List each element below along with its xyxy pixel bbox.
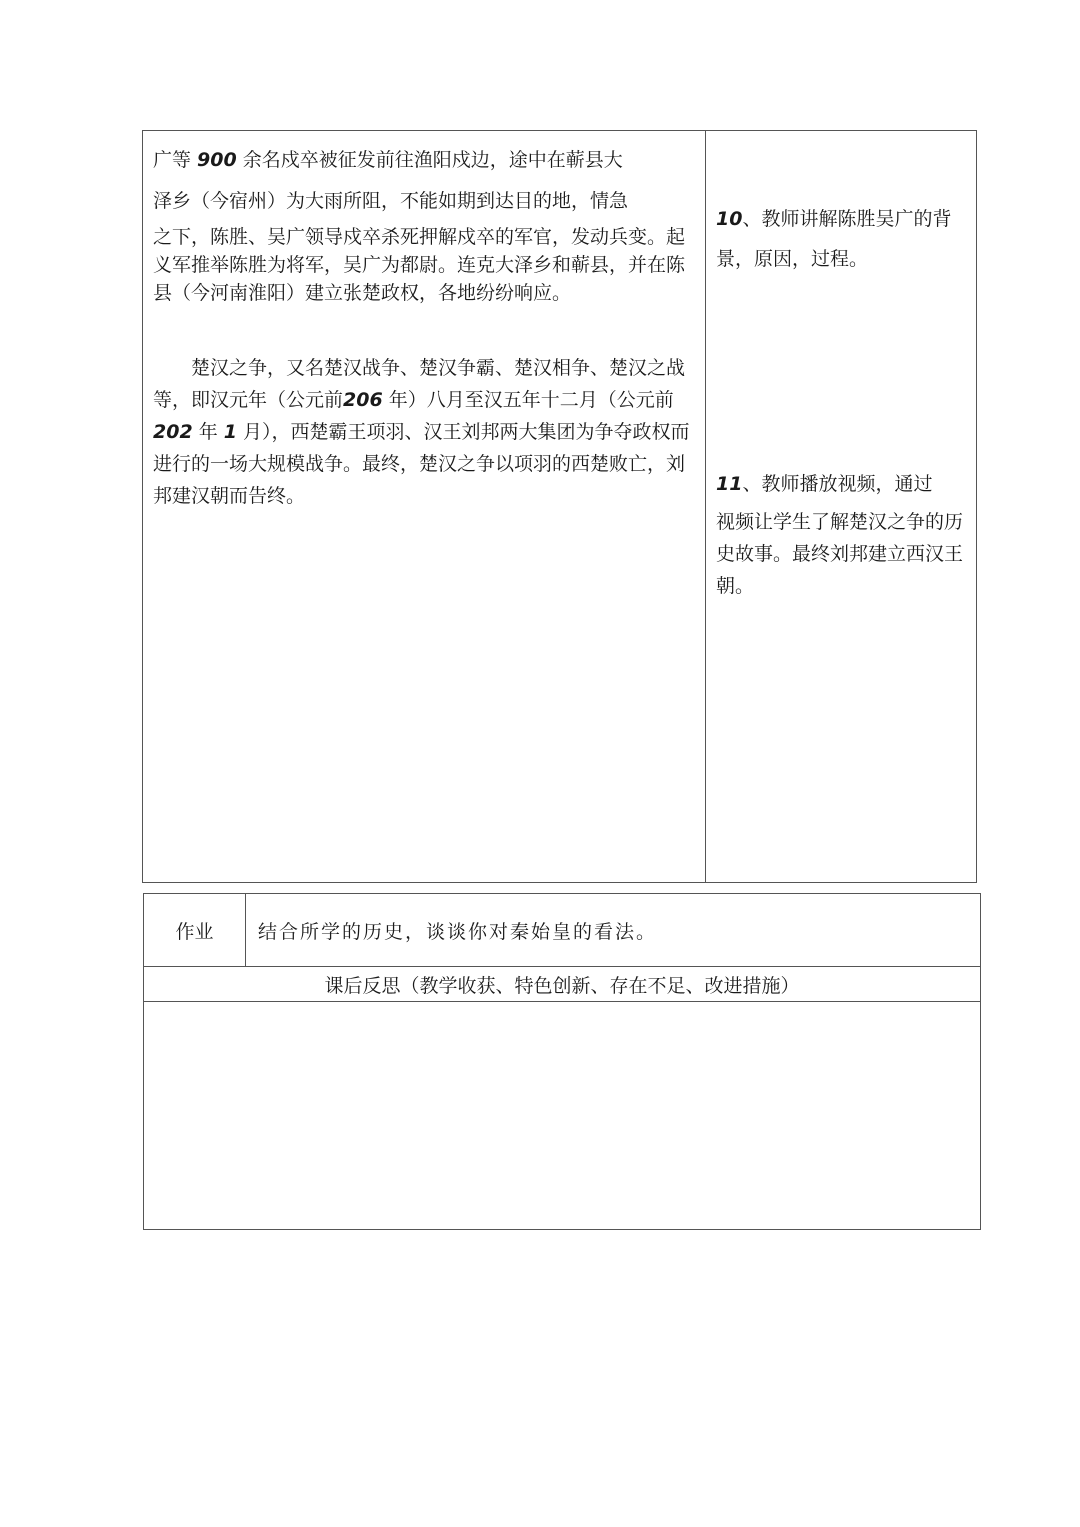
homework-label: 作业	[144, 894, 246, 966]
text-run: 楚汉之争，又名楚汉战争、楚汉争霸、楚汉相争、楚汉之战等，即汉元年（公元前	[153, 357, 686, 411]
teacher-note-10	[716, 199, 968, 279]
teacher-note-11	[716, 462, 968, 602]
number-1: 1	[223, 421, 237, 443]
lesson-table	[142, 130, 977, 883]
homework-row	[144, 894, 980, 967]
number-900: 900	[197, 149, 237, 171]
text-block: 之下，陈胜、吴广领导戍卒杀死押解戍卒的军官，发动兵变。起义军推举陈胜为将军，吴广为都尉。连克大泽乡和蕲县，并在陈县（今河南淮阳）建立张楚政权，各地纷纷响应。	[153, 226, 686, 304]
homework-reflection-table	[143, 893, 981, 1230]
lesson-content-cell	[143, 131, 706, 882]
teacher-notes-cell	[706, 131, 976, 882]
text-run: 年	[192, 421, 224, 443]
text-run: 月），西楚霸王项羽、汉王刘邦两大集团为争夺政权而进行的一场大规模战争。最终，楚汉之争以项羽的西楚败亡，刘邦建汉朝而告终。	[153, 421, 690, 507]
reflection-body	[144, 1002, 980, 1228]
note-number: 11	[716, 473, 743, 495]
reflection-header: 课后反思（教学收获、特色创新、存在不足、改进措施）	[144, 967, 980, 1002]
note-text: 、教师播放视频，通过	[742, 473, 933, 495]
note-text: 视频让学生了解楚汉之争的历史故事。最终刘邦建立西汉王朝。	[716, 511, 964, 597]
note-number: 10	[716, 208, 743, 230]
note-text: 、教师讲解陈胜吴广的背景，原因，过程。	[716, 208, 952, 270]
text-line: 泽乡（今宿州）为大雨所阻，不能如期到达目的地，情急	[153, 190, 629, 212]
text-run: 年）八月至汉五年十二月（公元前	[382, 389, 674, 411]
chen-sheng-wu-guang-paragraph	[153, 141, 697, 307]
text-run: 广等	[153, 149, 198, 171]
chu-han-war-paragraph	[153, 352, 697, 512]
number-206: 206	[343, 389, 383, 411]
homework-text: 结合所学的历史，谈谈你对秦始皇的看法。	[258, 920, 658, 943]
text-run: 余名戍卒被征发前往渔阳戍边，途中在蕲县大	[236, 149, 623, 171]
number-202: 202	[153, 421, 193, 443]
